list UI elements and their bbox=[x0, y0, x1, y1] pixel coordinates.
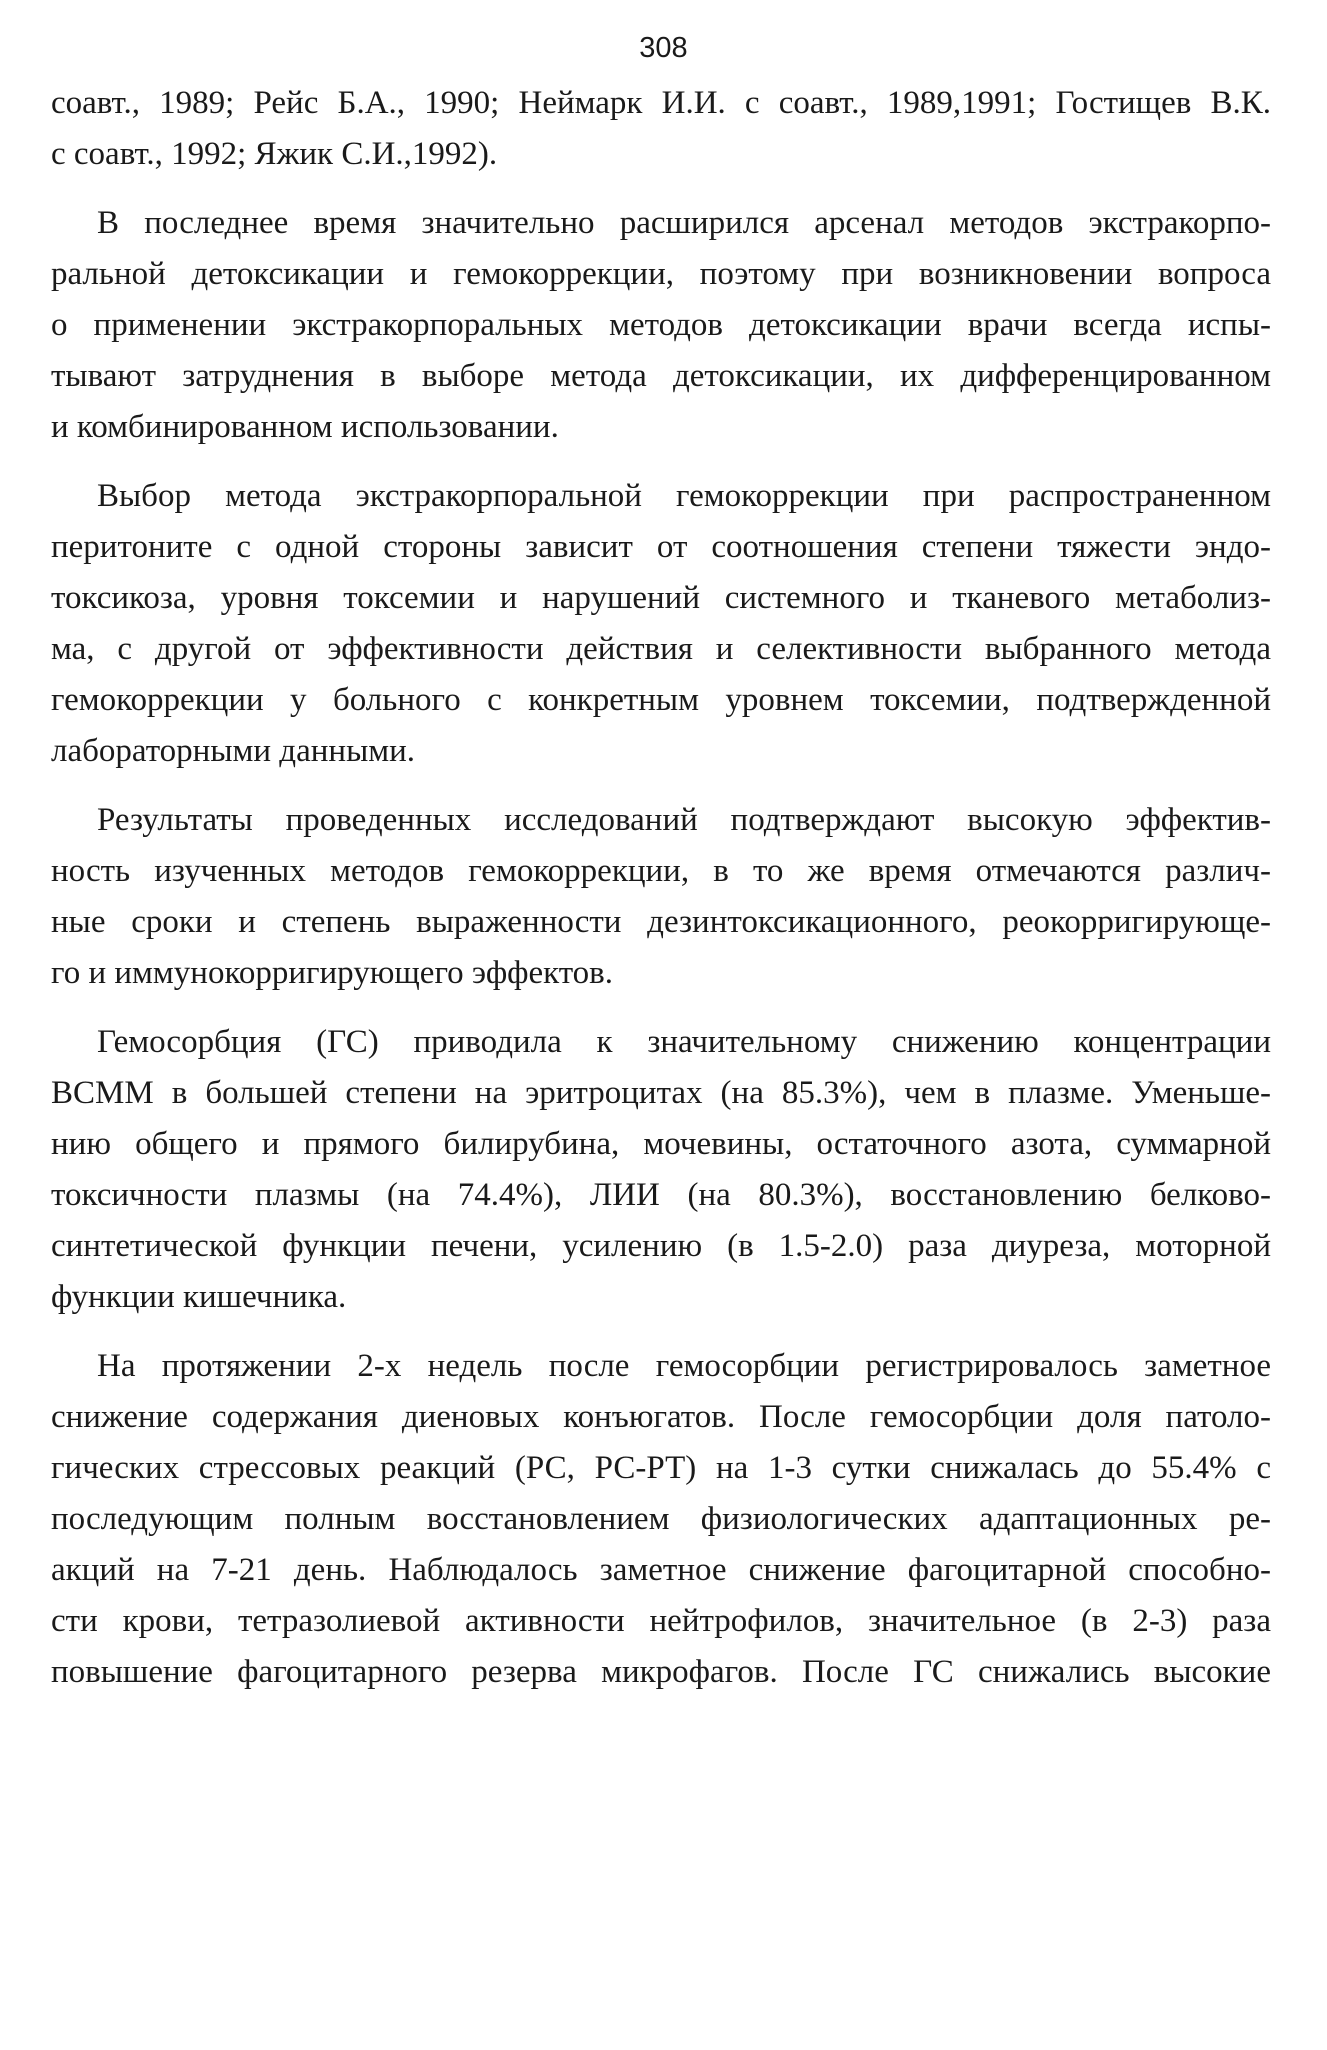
page-number: 308 bbox=[639, 32, 688, 64]
paragraph-continuation bbox=[51, 78, 1271, 180]
text-line: гических стрессовых реакций (РС, РС-РТ) на 1-3 сутки снижалась до 55.4% с bbox=[51, 1450, 1271, 1486]
text-line: ВСММ в большей степени на эритроцитах (на 85.3%), чем в плазме. Уменьше- bbox=[51, 1075, 1271, 1111]
text-line: нию общего и прямого билирубина, мочевины, остаточного азота, суммарной bbox=[51, 1126, 1271, 1162]
text-line: Гемосорбция (ГС) приводила к значительному снижению концентрации bbox=[97, 1024, 1271, 1060]
text-line: ральной детоксикации и гемокоррекции, поэтому при возникновении вопроса bbox=[51, 256, 1271, 292]
text-line: с соавт., 1992; Яжик С.И.,1992). bbox=[51, 136, 498, 172]
text-line: токсикоза, уровня токсемии и нарушений системного и тканевого метаболиз- bbox=[51, 580, 1271, 616]
text-line: соавт., 1989; Рейс Б.А., 1990; Неймарк И.И. с соавт., 1989,1991; Гостищев В.К. bbox=[51, 85, 1271, 121]
text-line: и комбинированном использовании. bbox=[51, 409, 559, 445]
text-line: о применении экстракорпоральных методов детоксикации врачи всегда испы- bbox=[51, 307, 1271, 343]
text-line: го и иммунокорригирующего эффектов. bbox=[51, 955, 614, 991]
text-line: сти крови, тетразолиевой активности нейтрофилов, значительное (в 2-3) раза bbox=[51, 1603, 1271, 1639]
text-line: последующим полным восстановлением физиологических адаптационных ре- bbox=[51, 1501, 1271, 1537]
paragraph bbox=[51, 1341, 1271, 1698]
text-line: тывают затруднения в выборе метода детоксикации, их дифференцированном bbox=[51, 358, 1271, 394]
text-line: функции кишечника. bbox=[51, 1279, 347, 1315]
text-line: На протяжении 2-х недель после гемосорбции регистрировалось заметное bbox=[97, 1348, 1271, 1384]
text-line: токсичности плазмы (на 74.4%), ЛИИ (на 80.3%), восстановлению белково- bbox=[51, 1177, 1271, 1213]
paragraph bbox=[51, 198, 1271, 453]
text-line: перитоните с одной стороны зависит от соотношения степени тяжести эндо- bbox=[51, 529, 1271, 565]
text-line: лабораторными данными. bbox=[51, 733, 416, 769]
text-line: ность изученных методов гемокоррекции, в то же время отмечаются различ- bbox=[51, 853, 1271, 889]
text-line: гемокоррекции у больного с конкретным уровнем токсемии, подтвержденной bbox=[51, 682, 1271, 718]
text-line: Выбор метода экстракорпоральной гемокоррекции при распространенном bbox=[97, 478, 1271, 514]
text-line: ные сроки и степень выраженности дезинтоксикационного, реокорригирующе- bbox=[51, 904, 1271, 940]
paragraph bbox=[51, 795, 1271, 999]
paragraph bbox=[51, 471, 1271, 777]
text-line: синтетической функции печени, усилению (в 1.5-2.0) раза диуреза, моторной bbox=[51, 1228, 1271, 1264]
text-line: ма, с другой от эффективности действия и селективности выбранного метода bbox=[51, 631, 1271, 667]
text-line: снижение содержания диеновых конъюгатов. После гемосорбции доля патоло- bbox=[51, 1399, 1271, 1435]
text-line: Результаты проведенных исследований подтверждают высокую эффектив- bbox=[97, 802, 1271, 838]
text-line: акций на 7-21 день. Наблюдалось заметное снижение фагоцитарной способно- bbox=[51, 1552, 1271, 1588]
text-line: В последнее время значительно расширился арсенал методов экстракорпо- bbox=[97, 205, 1271, 241]
body-text bbox=[51, 78, 1271, 1698]
text-line: повышение фагоцитарного резерва микрофагов. После ГС снижались высокие bbox=[51, 1654, 1271, 1690]
paragraph bbox=[51, 1017, 1271, 1323]
